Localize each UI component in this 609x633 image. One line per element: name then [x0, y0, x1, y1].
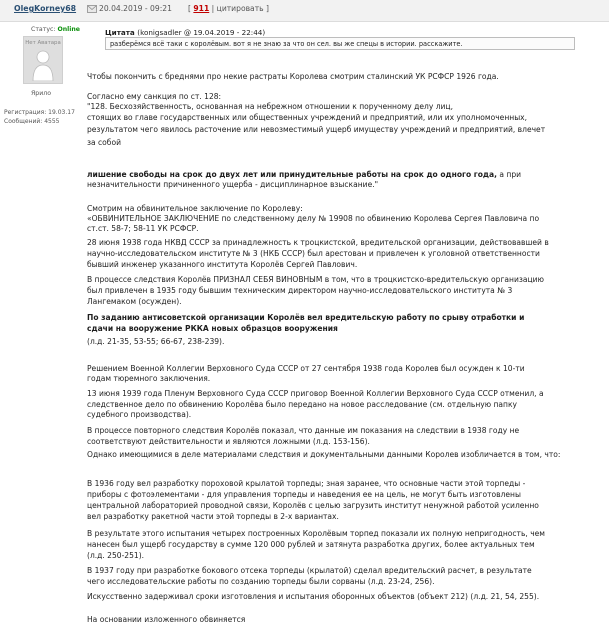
post-line: [87, 138, 121, 148]
post-line-text: ст.ст. 58-7; 58-11 УК РСФСР.: [87, 224, 199, 233]
post-line: [87, 92, 221, 102]
post-line-text: приборы с фотоэлементами - для управления торпеды и наведения ее на цель, не могут быть изготовлены: [87, 490, 521, 499]
post-line: [87, 249, 540, 259]
post-line: [87, 529, 545, 539]
post-line-text: бывший инженер указанного института Королёв Сергей Павлович.: [87, 260, 358, 269]
post-line-text: Чтобы покончить с бреднями про некие растраты Королева смотрим сталинский УК РСФСР 1926 года.: [87, 72, 499, 81]
post-line: [87, 540, 535, 550]
post-line-text: научно-исследовательском институте № 3 (НКБ СССР) был арестован и привлечен к уголовной ответственности: [87, 249, 540, 258]
post-line-text: (л.д. 250-251).: [87, 551, 145, 560]
post-line-text: результатом чего явилось расточение или невозместимый ущерб имуществу учреждений и предприятий, влечет: [87, 125, 546, 134]
post-line-text: стоящих во главе государственных или общественных учреждений и предприятий, или их уполномоченных,: [87, 113, 528, 122]
post-line: [87, 170, 521, 180]
post-line: [87, 364, 525, 374]
post-line-text: судебного производства).: [87, 410, 192, 419]
post-line-text: На основании изложенного обвиняется: [87, 615, 246, 624]
post-line-text: чего исследовательские работы по созданию торпеды были сорваны (л.д. 23-24, 256).: [87, 577, 435, 586]
post-line: [87, 238, 549, 248]
post-line: [87, 389, 544, 399]
post-line: [87, 577, 435, 587]
post-line: [87, 286, 512, 296]
post-line-text: а при: [497, 170, 522, 179]
post-line-text: В 1937 году при разработке бокового отсека торпеды (крылатой) сделал вредительский расчет, в результате: [87, 566, 532, 575]
post-line: [87, 501, 539, 511]
envelope-icon[interactable]: [87, 5, 97, 13]
post-line-text: за собой: [87, 138, 121, 147]
post-line-text: сдачи на вооружение РККА новых образцов вооружения: [87, 324, 338, 333]
post-line: [87, 479, 525, 489]
post-line-text: По заданию антисоветской организации Королёв вел вредительскую работу по срыву отработки и: [87, 313, 525, 322]
post-line-text: незначительности причиненного ущерба - дисциплинарное взыскание.": [87, 180, 379, 189]
post-line: [87, 125, 545, 135]
post-line: [87, 260, 357, 270]
avatar-label: Нет Аватара: [25, 40, 61, 46]
author-link[interactable]: OlegKorney68: [14, 4, 77, 13]
post-line: [87, 102, 453, 112]
user-stats: [4, 108, 75, 126]
post-line-text: В процессе следствия Королёв ПРИЗНАЛ СЕБЯ ВИНОВНЫМ в том, что в троцкистско-вредительскую организацию: [87, 275, 544, 284]
post-line: [87, 224, 199, 234]
user-status: Статус: Online: [31, 26, 80, 33]
post-line: [87, 410, 191, 420]
user-silhouette-icon: [32, 49, 54, 81]
post-line-text: В результате этого испытания четырех построенных Королёвым торпед показали их полную непригодность, чем: [87, 529, 545, 538]
post-line: [87, 615, 245, 625]
post-line: [87, 512, 339, 522]
post-line: [87, 437, 370, 447]
post-line: [87, 72, 499, 82]
post-line: [87, 592, 539, 602]
post-actions: [ 911 | цитировать ]: [188, 4, 270, 13]
post-line-text: лишение свободы на срок до двух лет или принудительные работы на срок до одного года,: [87, 170, 497, 179]
post-line: [87, 337, 224, 347]
quote-text: разберёмся всё таки с королёвым. вот я не знаю за что он сел. вы же спецы в истории. расскажите.: [105, 37, 575, 50]
post-line-text: Согласно ему санкция по ст. 128:: [87, 92, 222, 101]
post-line-text: центральной лабораторией проводной связи, Королёв с целью загрузить институт ненужной работой усиленно: [87, 501, 539, 510]
post-line-text: В 1936 году вел разработку пороховой крылатой торпеды; зная заранее, что основные части этой торпеды -: [87, 479, 526, 488]
post-line: [87, 275, 544, 285]
post-line-text: "128. Бесхозяйственность, основанная на небрежном отношении к порученному делу лиц,: [87, 102, 453, 111]
post-header: [0, 0, 609, 22]
post-date: 20.04.2019 - 09:21: [99, 4, 172, 13]
post-line-text: Смотрим на обвинительное заключение по Королеву:: [87, 204, 303, 213]
post-line-text: Искусственно задерживал сроки изготовления и испытания оборонных объектов (объект 212) (л.д. 21, 54, 255).: [87, 592, 540, 601]
post-line-text: «ОБВИНИТЕЛЬНОЕ ЗАКЛЮЧЕНИЕ по следственному делу № 19908 по обвинению Королева Сергея Павловича по: [87, 214, 540, 223]
post-line-text: 28 июня 1938 года НКВД СССР за принадлежность к троцкистской, вредительской организации, действовавшей в: [87, 238, 549, 247]
post-line-text: нанесен был ущерб государству в сумме 120 000 рублей и затянута разработка других, более актуальных тем: [87, 540, 535, 549]
post-line: [87, 551, 144, 561]
quote-header: Цитата (konigsadler @ 19.04.2019 - 22:44): [105, 28, 266, 37]
avatar: [23, 36, 63, 84]
post-number-link[interactable]: 911: [193, 4, 210, 13]
post-line-text: вел разработку ракетной части этой торпеды в 2-х вариантах.: [87, 512, 339, 521]
post-line-text: следственное дело по обвинению Королёва было передано на новое расследование (см. отдельную папку: [87, 400, 518, 409]
post-line: [87, 297, 182, 307]
post-line: [87, 113, 527, 123]
post-line: [87, 566, 532, 576]
post-line: [87, 313, 524, 323]
post-line: [87, 426, 519, 436]
post-line-text: годам тюремного заключения.: [87, 374, 211, 383]
post-line: [87, 400, 517, 410]
user-rank: Ярило: [31, 90, 51, 97]
post-line-text: В процессе повторного следствия Королёв показал, что данные им показания на следствии в 1938 году не: [87, 426, 520, 435]
post-line: [87, 490, 521, 500]
post-line-text: Лангемаком (осужден).: [87, 297, 182, 306]
post-line-text: Решением Военной Коллегии Верховного Суда СССР от 27 сентября 1938 года Королев был осужден к 10-ти: [87, 364, 525, 373]
post-line-text: был привлечен в 1935 году бывшим техническим директором научно-исследовательского института № 3: [87, 286, 513, 295]
post-line-text: Однако имеющимися в деле материалами следствия и документальными данными Королев изобличается в том, что:: [87, 450, 561, 459]
post-line-text: соответствуют действительности и являются ложными (л.д. 153-156).: [87, 437, 370, 446]
post-line: [87, 450, 560, 460]
message-count: Сообщений: 4555: [4, 118, 60, 125]
quote-button[interactable]: цитировать: [216, 4, 264, 13]
post-line-text: 13 июня 1939 года Пленум Верховного Суда СССР приговор Военной Коллегии Верховного Суда СССР отменил, а: [87, 389, 544, 398]
post-line: [87, 214, 539, 224]
registration-date: Регистрация: 19.03.17: [4, 109, 75, 116]
post-line: [87, 204, 303, 214]
post-line: [87, 180, 378, 190]
post-line-text: (л.д. 21-35, 53-55; 66-67, 238-239).: [87, 337, 225, 346]
post-line: [87, 374, 210, 384]
online-badge: Online: [57, 26, 80, 33]
post-line: [87, 324, 338, 334]
